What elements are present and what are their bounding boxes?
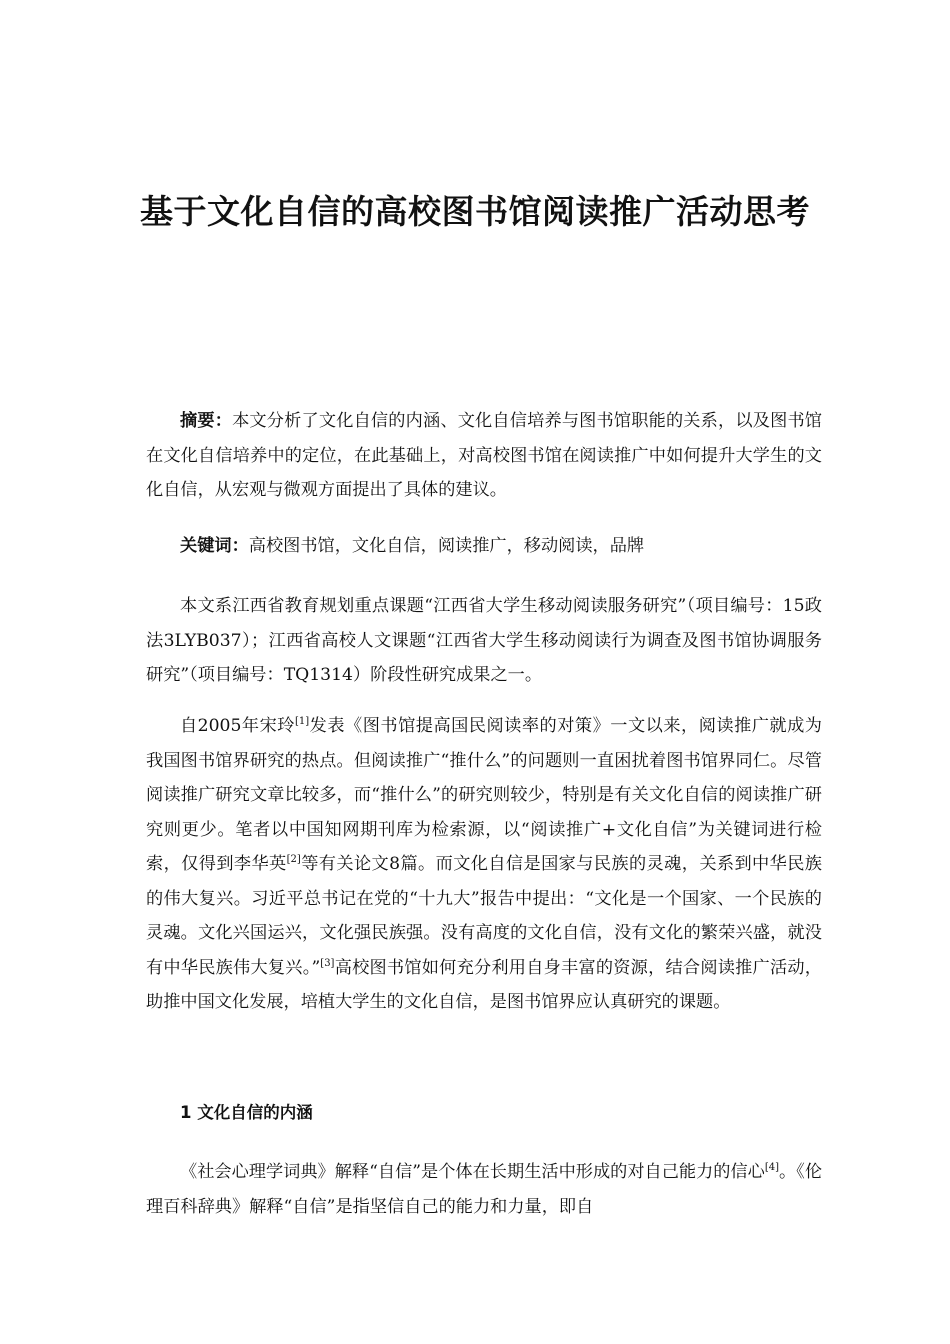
funding-block — [146, 589, 822, 693]
intro-block — [146, 709, 822, 1020]
section-1-heading-block — [146, 1096, 822, 1131]
keywords-label: 关键词： — [180, 536, 249, 556]
abstract-block — [146, 404, 822, 508]
section-1-text-1: 《社会心理学词典》解释“自信”是个体在长期生活中形成的对自己能力的信心 — [180, 1162, 765, 1182]
paper-title: 基于文化自信的高校图书馆阅读推广活动思考 — [140, 192, 810, 231]
keywords-paragraph — [146, 529, 822, 564]
section-1-text-2: 。《伦理百科辞典》解释“自信”是指坚信自己的能力和力量，即自 — [146, 1162, 823, 1217]
keywords-block — [146, 529, 822, 564]
citation-1: [1] — [294, 716, 310, 727]
abstract-paragraph — [146, 404, 822, 508]
abstract-label: 摘要： — [180, 411, 233, 431]
funding-note: 本文系江西省教育规划重点课题“江西省大学生移动阅读服务研究”（项目编号：15政法3LYB037）；江西省高校人文课题“江西省大学生移动阅读行为调查及图书馆协调服务研究”（项目编号：TQ1314）阶段性研究成果之一。 — [146, 596, 822, 685]
section-1-paragraph — [146, 1155, 822, 1224]
intro-text-3: 等有关论文8篇。而文化自信是国家与民族的灵魂，关系到中华民族的伟大复兴。习近平总书记在党的“十九大”报告中提出：“文化是一个国家、一个民族的灵魂。文化兴国运兴，文化强民族强。没有高度的文化自信，没有文化的繁荣兴盛，就没有中华民族伟大复兴。” — [146, 854, 822, 978]
citation-3: [3] — [320, 957, 335, 969]
intro-text-1: 自2005年宋玲 — [180, 716, 295, 736]
citation-4: [4] — [764, 1162, 780, 1173]
keywords-text: 高校图书馆，文化自信，阅读推广，移动阅读，品牌 — [248, 536, 645, 556]
abstract-text: 本文分析了文化自信的内涵、文化自信培养与图书馆职能的关系，以及图书馆在文化自信培养中的定位，在此基础上，对高校图书馆在阅读推广中如何提升大学生的文化自信，从宏观与微观方面提出了具体的建议。 — [146, 411, 822, 500]
section-heading: 1 文化自信的内涵 — [180, 1103, 313, 1122]
section-1-body — [146, 1155, 822, 1224]
citation-2: [2] — [286, 854, 301, 865]
intro-paragraph — [146, 709, 822, 1020]
intro-text-4: 高校图书馆如何充分利用自身丰富的资源，结合阅读推广活动，助推中国文化发展，培植大学生的文化自信，是图书馆界应认真研究的课题。 — [146, 957, 822, 1012]
intro-text-2: 发表《图书馆提高国民阅读率的对策》一文以来，阅读推广就成为我国图书馆界研究的热点。但阅读推广“推什么”的问题则一直困扰着图书馆界同仁。尽管阅读推广研究文章比较多，而“推什么”的研究则较少，特别是有关文化自信的阅读推广研究则更少。笔者以中国知网期刊库为检索源，以“阅读推广+文化自信”为关键词进行检索，仅得到李华英 — [146, 716, 822, 874]
